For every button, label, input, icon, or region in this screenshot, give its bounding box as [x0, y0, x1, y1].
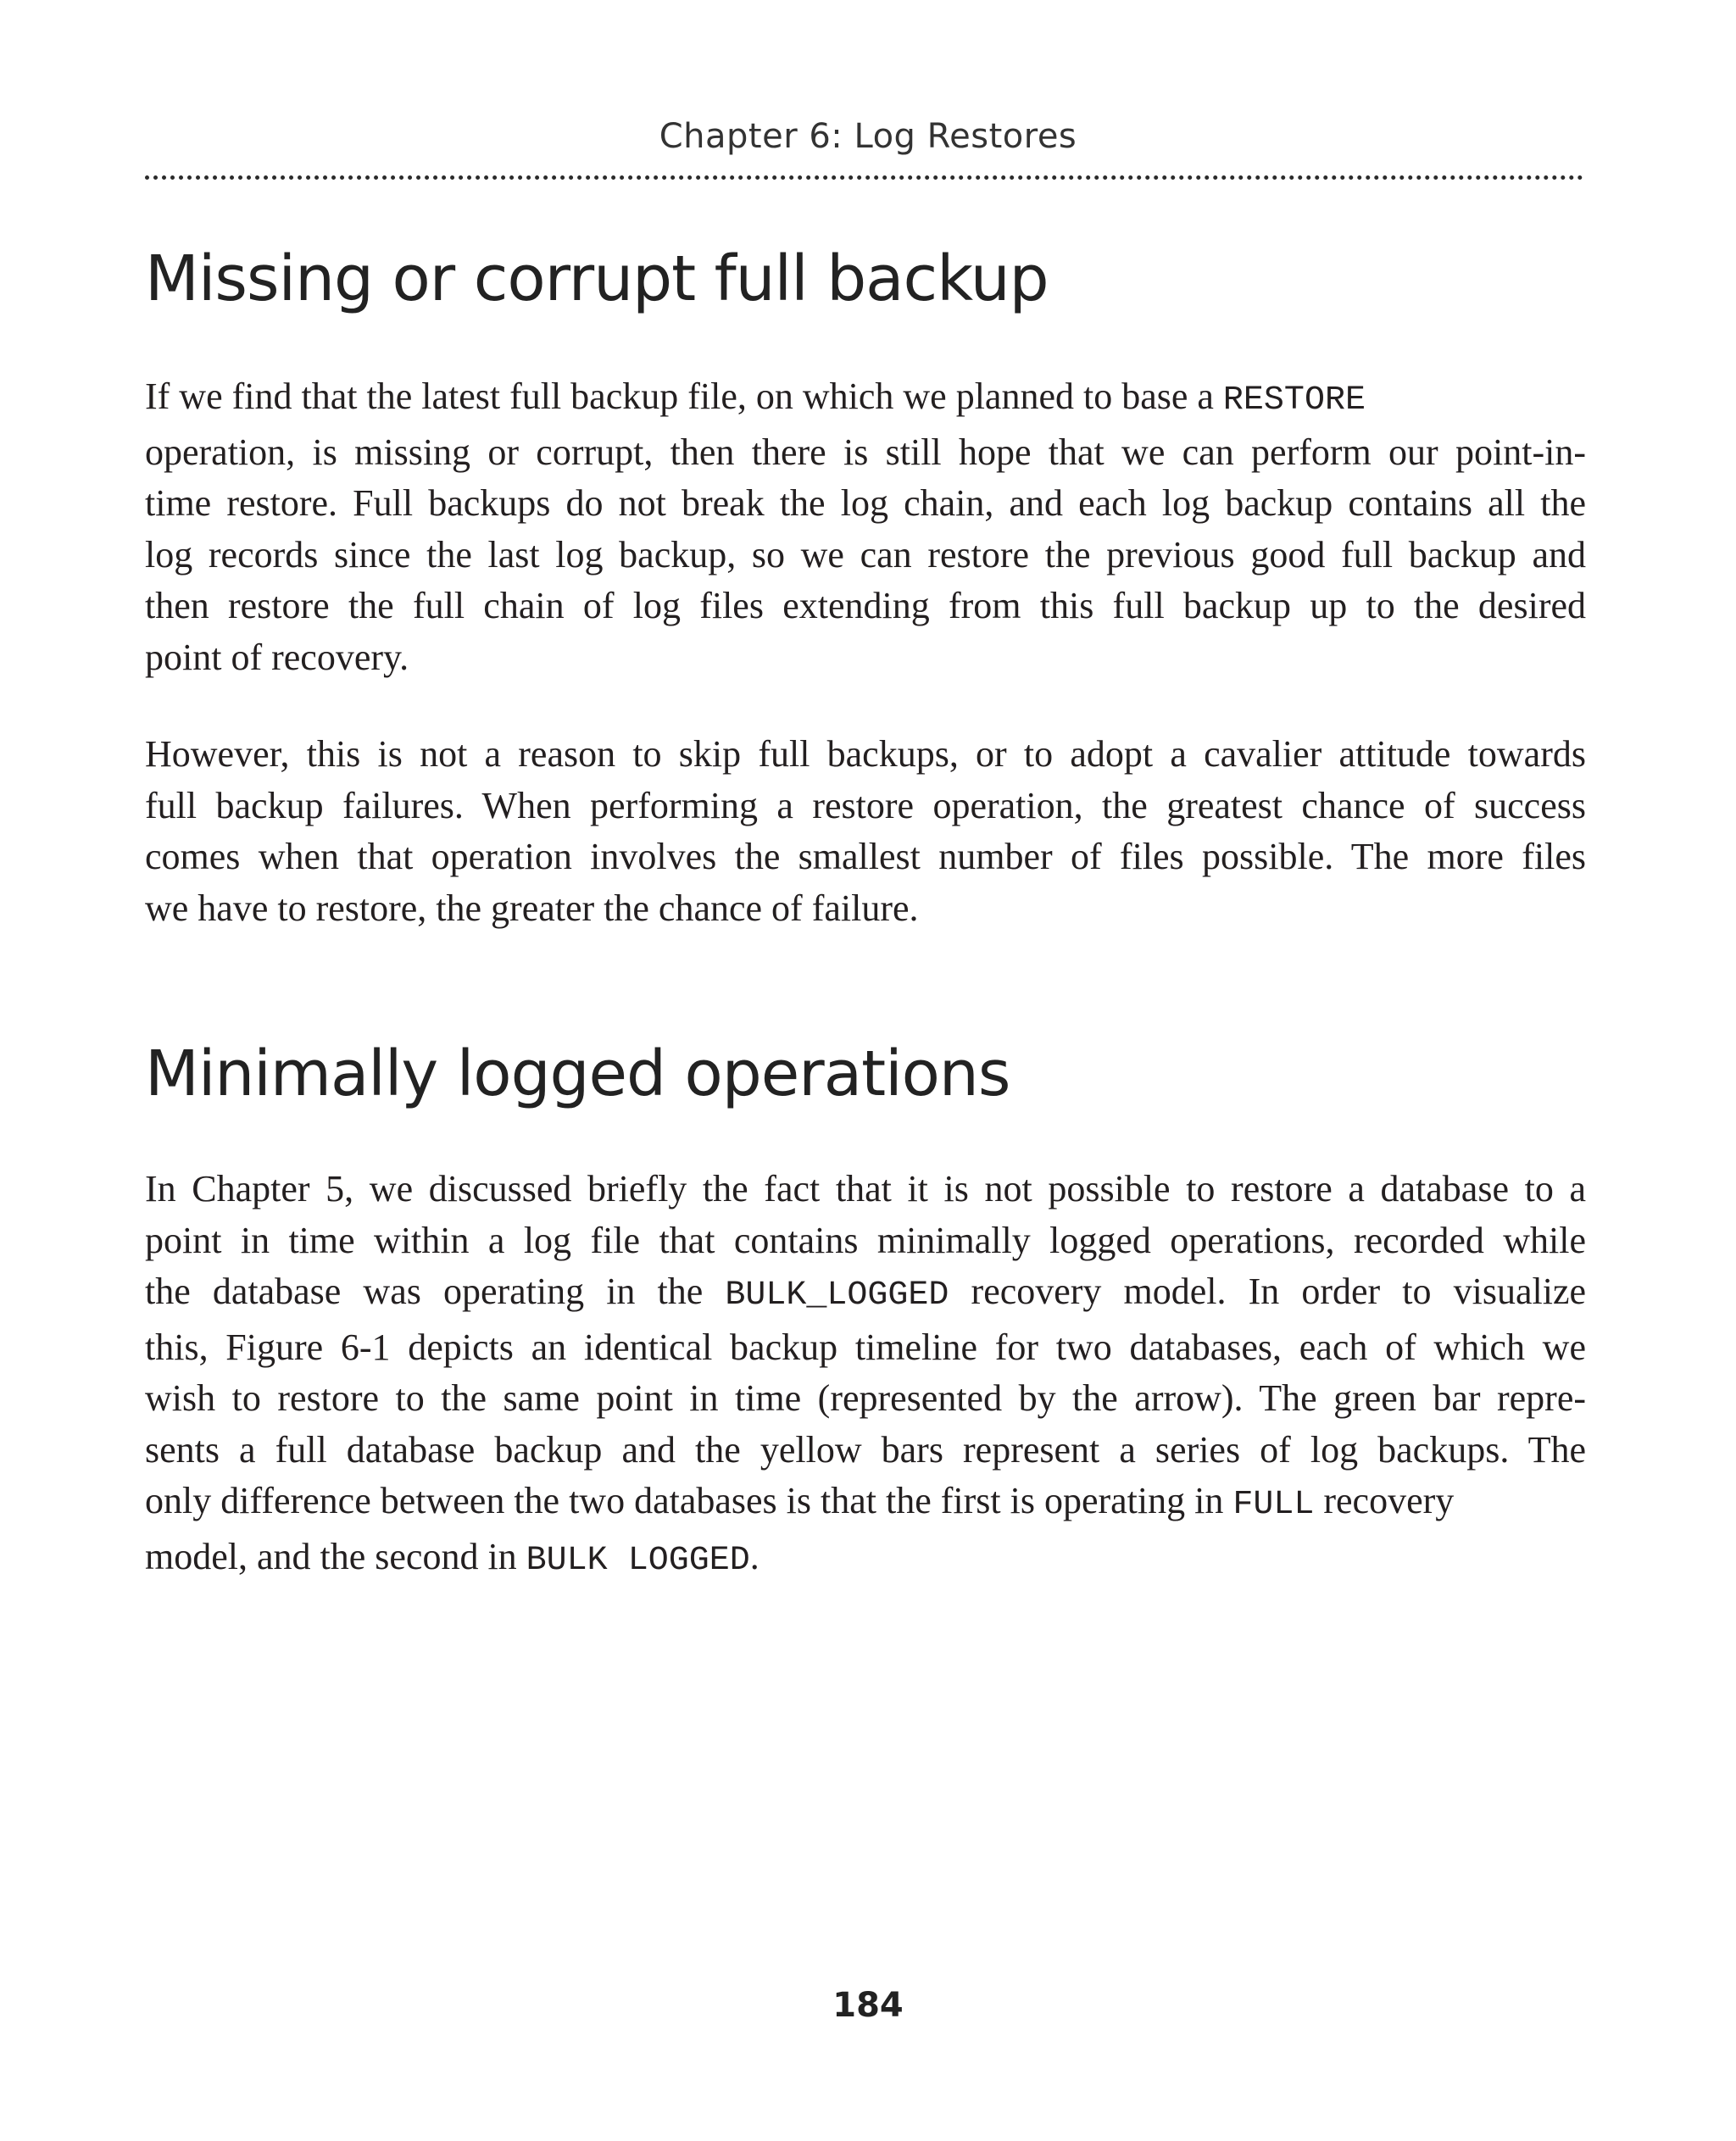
- text-line: operation, is missing or corrupt, then there is still hope that we can perform our point-in-: [145, 431, 1586, 473]
- running-header: Chapter 6: Log Restores: [659, 117, 1077, 156]
- text-segment: only difference between the two databases is that the first is operating in: [145, 1480, 1233, 1521]
- text-line: However, this is not a reason to skip full backups, or to adopt a cavalier attitude towards: [145, 733, 1586, 775]
- code-bulk-logged-2: BULK LOGGED: [526, 1541, 750, 1580]
- paragraph-missing-backup-2: [145, 729, 1586, 934]
- text-line: point in time within a log file that contains minimally logged operations, recorded while: [145, 1219, 1586, 1261]
- section-heading-missing-backup: Missing or corrupt full backup: [145, 242, 1049, 315]
- paragraph-minimally-logged: [145, 1164, 1586, 1587]
- text-line: [145, 1266, 1586, 1322]
- text-line: sents a full database backup and the yellow bars represent a series of log backups. The: [145, 1428, 1586, 1471]
- code-bulk-logged: BULK_LOGGED: [725, 1276, 949, 1315]
- header-divider: [145, 175, 1583, 180]
- text-line: wish to restore to the same point in time (represented by the arrow). The green bar repre-: [145, 1377, 1586, 1419]
- text-line: In Chapter 5, we discussed briefly the fact that it is not possible to restore a database to a: [145, 1168, 1586, 1210]
- text-line: [145, 371, 1586, 427]
- text-line: this, Figure 6-1 depicts an identical backup timeline for two databases, each of which we: [145, 1326, 1586, 1368]
- text-segment: .: [749, 1535, 760, 1577]
- text-segment: the database was operating in the: [145, 1271, 726, 1312]
- text-segment: model, and the second in: [145, 1535, 526, 1577]
- page-number: 184: [832, 1986, 904, 2025]
- text-line: [145, 1532, 1586, 1588]
- text-line: point of recovery.: [145, 636, 409, 678]
- text-segment: recovery: [1314, 1480, 1455, 1521]
- text-line: [145, 1476, 1586, 1532]
- text-line: log records since the last log backup, so we can restore the previous good full backup and: [145, 533, 1586, 576]
- section-heading-minimally-logged: Minimally logged operations: [145, 1037, 1010, 1110]
- text-line: comes when that operation involves the smallest number of files possible. The more files: [145, 836, 1586, 877]
- text-line: full backup failures. When performing a restore operation, the greatest chance of success: [145, 784, 1586, 826]
- code-restore: RESTORE: [1222, 381, 1366, 420]
- text-segment: recovery model. In order to visualize: [949, 1271, 1586, 1312]
- text-line: time restore. Full backups do not break the log chain, and each log backup contains all the: [145, 482, 1586, 524]
- code-full: FULL: [1232, 1486, 1315, 1524]
- text-segment: If we find that the latest full backup file, on which we planned to base a: [145, 375, 1223, 417]
- text-line: we have to restore, the greater the chance of failure.: [145, 887, 919, 929]
- text-line: then restore the full chain of log files extending from this full backup up to the desired: [145, 585, 1586, 626]
- paragraph-missing-backup-1: [145, 371, 1586, 683]
